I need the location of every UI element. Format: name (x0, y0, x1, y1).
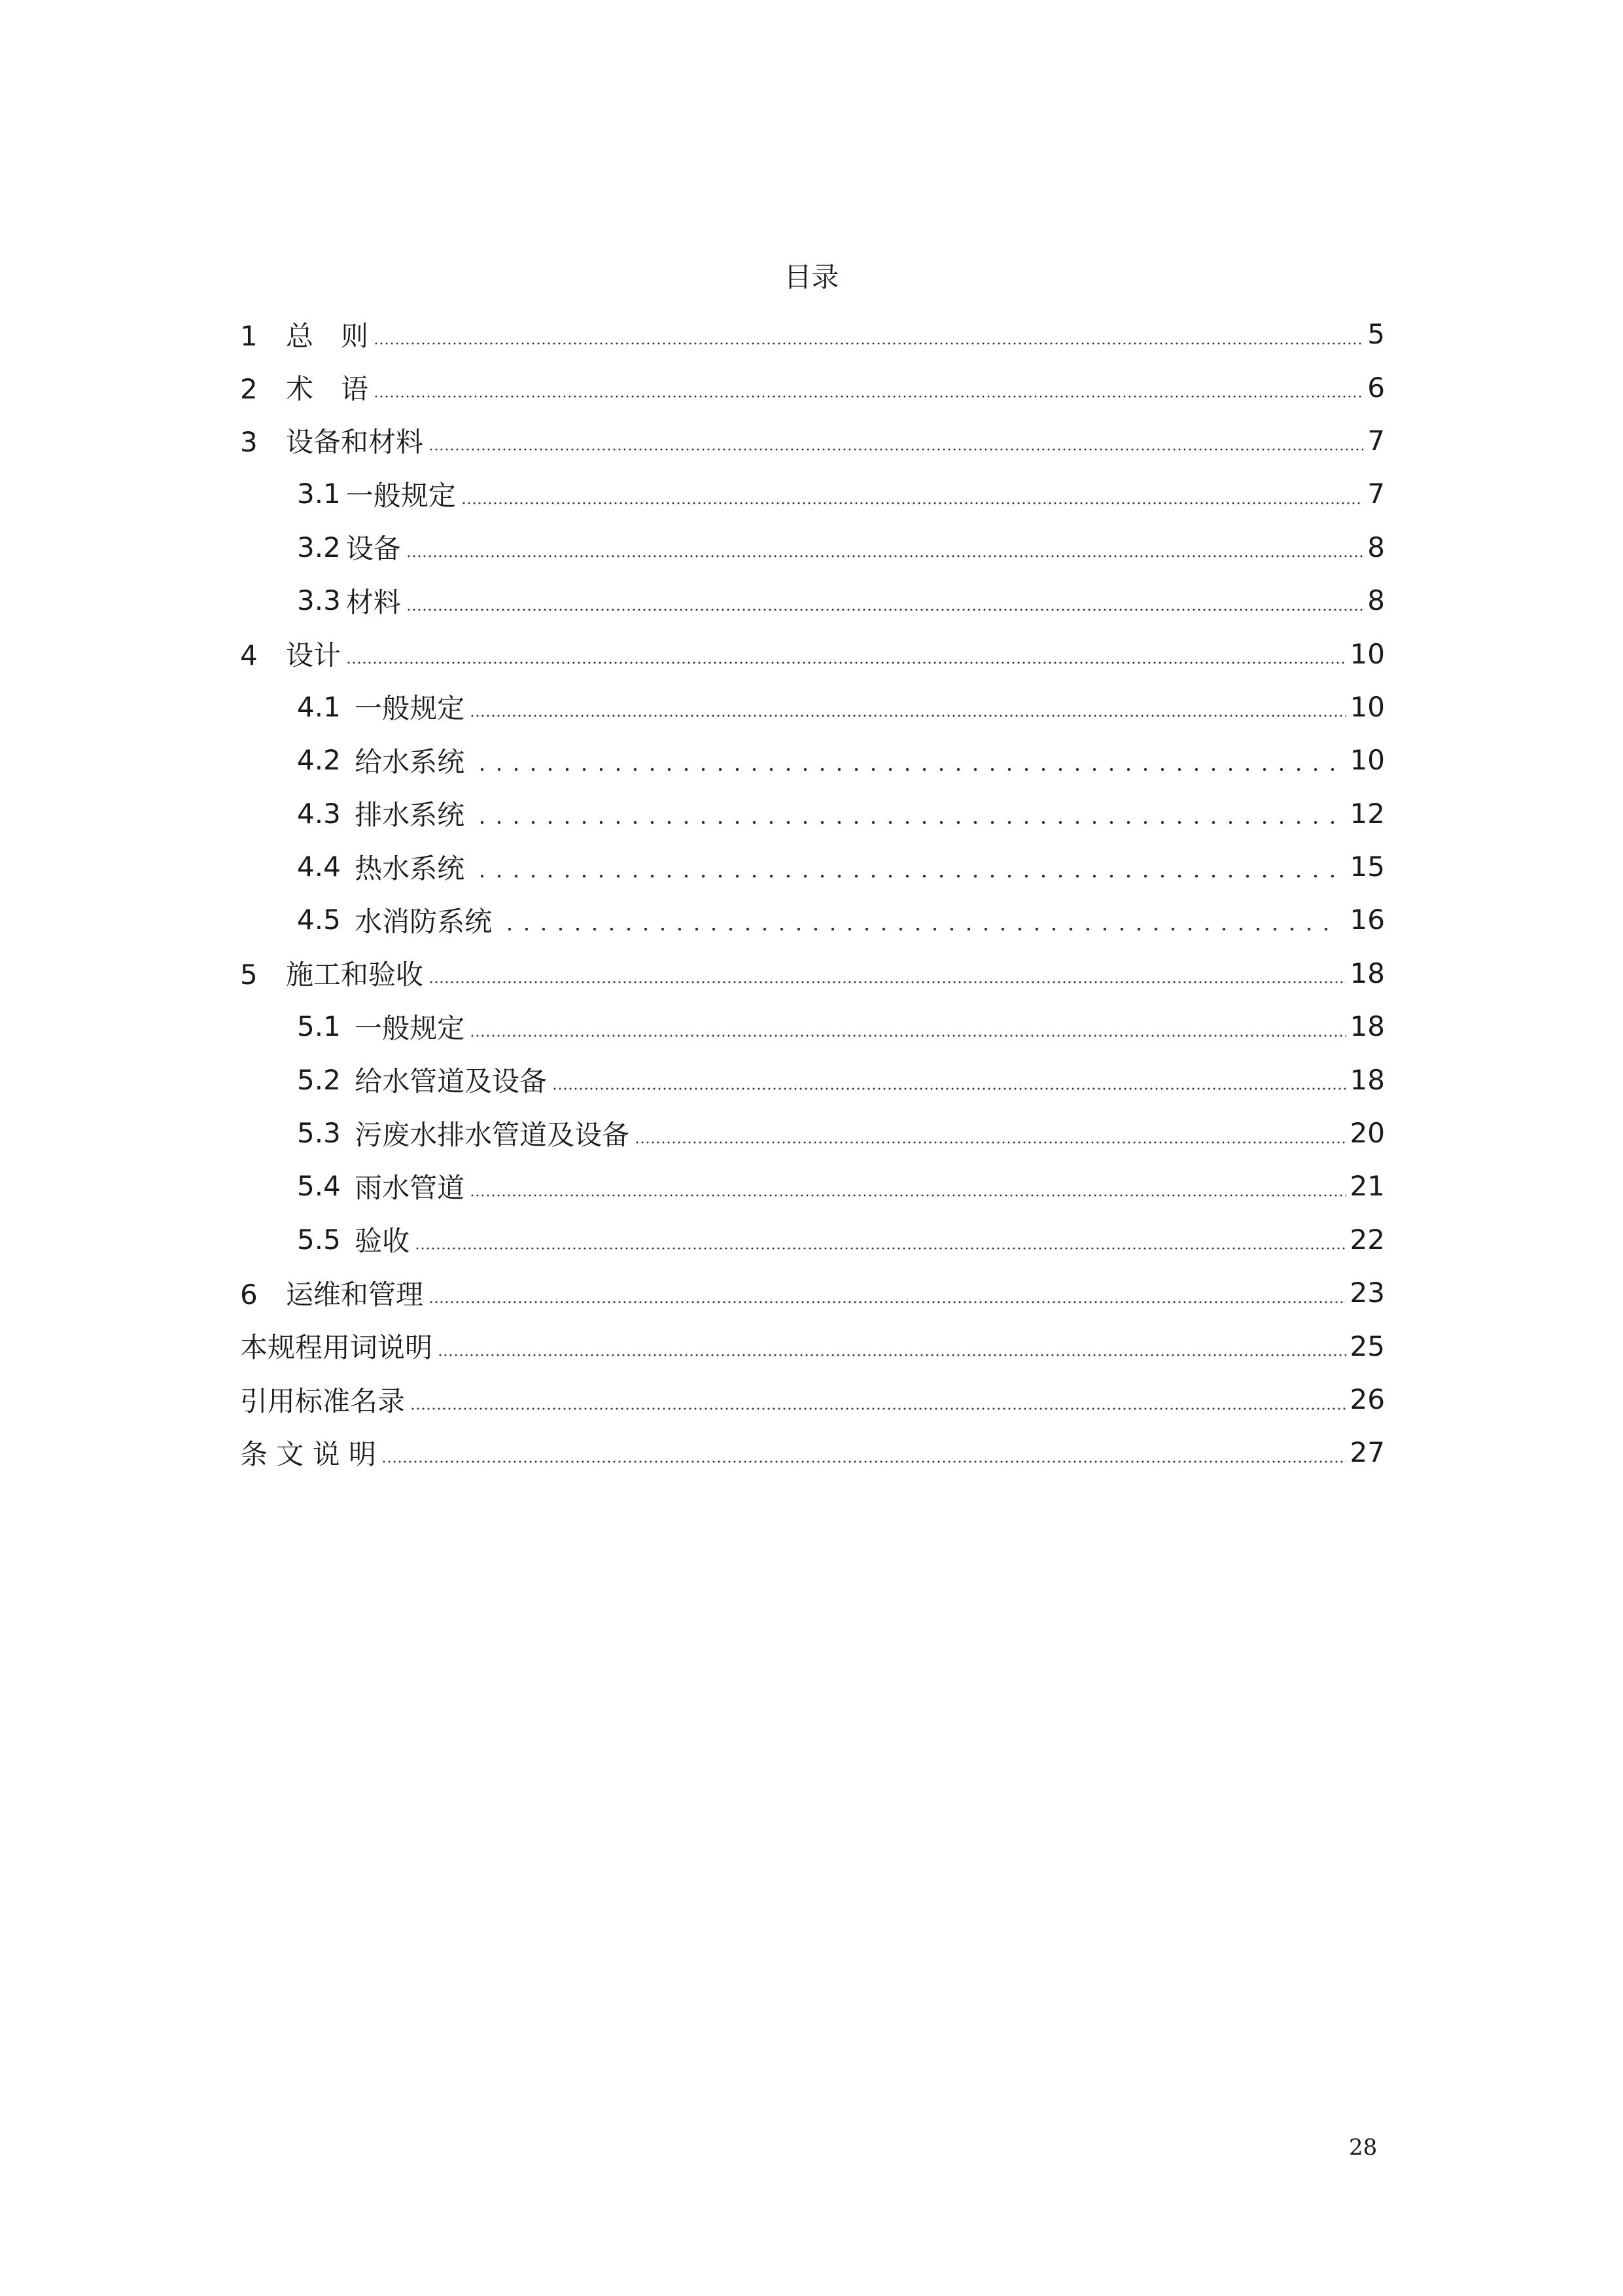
toc-entry-number: 3.1 (297, 478, 341, 510)
toc-entry[interactable] (240, 627, 1385, 680)
toc-dot-leader (470, 1194, 1346, 1197)
toc-entry-title: 排水系统 (355, 799, 465, 832)
toc-entry-title: 热水系统 (355, 852, 465, 885)
toc-dot-leader (635, 1141, 1346, 1144)
toc-entry-title: 运维和管理 (286, 1278, 424, 1311)
toc-dot-leader (461, 502, 1363, 504)
toc-entry-page: 10 (1350, 690, 1385, 723)
toc-dot-leader (410, 1407, 1346, 1410)
toc-dot-leader (501, 927, 1336, 931)
toc-entry-title: 材料 (345, 586, 401, 618)
toc-dot-leader (474, 768, 1336, 771)
toc-entry-title: 一般规定 (355, 1012, 465, 1044)
toc-dot-leader (438, 1354, 1346, 1356)
toc-entry-page: 10 (1350, 744, 1385, 777)
toc-entry[interactable] (240, 893, 1385, 946)
toc-entry-title: 引用标准名录 (240, 1385, 406, 1417)
toc-dot-leader (374, 395, 1363, 398)
toc-entry-page: 23 (1350, 1277, 1385, 1309)
page-number: 28 (1349, 2134, 1378, 2161)
toc-entry-number: 2 (240, 373, 285, 406)
toc-entry[interactable] (240, 521, 1385, 574)
toc-entry-number: 4.1 (297, 690, 350, 723)
toc-entry-number: 4.2 (297, 744, 350, 777)
toc-entry-page: 6 (1367, 371, 1385, 404)
toc-dot-leader (474, 821, 1336, 824)
toc-entry[interactable] (240, 733, 1385, 786)
toc-entry-number: 5.5 (297, 1223, 350, 1256)
toc-entry[interactable] (240, 787, 1385, 840)
toc-entry[interactable] (240, 308, 1385, 361)
toc-dot-leader (428, 1301, 1346, 1303)
toc-entry-title: 总 则 (286, 319, 369, 352)
toc-entry-page: 10 (1350, 637, 1385, 670)
toc-entry-number: 4.5 (297, 904, 350, 936)
toc-entry[interactable] (240, 1319, 1385, 1372)
toc-dot-leader (428, 981, 1346, 983)
toc-entry-page: 5 (1367, 318, 1385, 351)
toc-entry-number: 4.3 (297, 797, 350, 830)
toc-entry[interactable] (240, 414, 1385, 467)
toc-entry-title: 设备 (345, 533, 401, 565)
toc-dot-leader (415, 1247, 1346, 1250)
toc-entry-title: 污废水排水管道及设备 (355, 1118, 630, 1151)
toc-entry-title: 验收 (355, 1225, 410, 1258)
toc-entry-title: 雨水管道 (355, 1171, 465, 1204)
table-of-contents (240, 308, 1385, 1479)
toc-entry-title: 水消防系统 (355, 905, 493, 938)
toc-entry-page: 27 (1350, 1436, 1385, 1469)
toc-entry-number: 5 (240, 959, 285, 991)
toc-entry-page: 7 (1367, 424, 1385, 457)
toc-entry-page: 22 (1350, 1223, 1385, 1256)
toc-entry-page: 25 (1350, 1330, 1385, 1362)
toc-entry[interactable] (240, 1000, 1385, 1053)
toc-entry-number: 3.3 (297, 584, 341, 617)
toc-entry[interactable] (240, 1159, 1385, 1212)
toc-entry-number: 5.4 (297, 1170, 350, 1203)
toc-entry-number: 3 (240, 426, 285, 459)
toc-entry-page: 20 (1350, 1117, 1385, 1150)
toc-entry-page: 8 (1367, 584, 1385, 617)
toc-dot-leader (428, 448, 1363, 451)
toc-entry[interactable] (240, 1106, 1385, 1159)
toc-entry-title: 设备和材料 (286, 426, 424, 459)
toc-entry-title: 术 语 (286, 373, 369, 406)
toc-entry-title: 施工和验收 (286, 959, 424, 991)
toc-dot-leader (346, 662, 1346, 664)
toc-entry-page: 8 (1367, 531, 1385, 563)
toc-entry[interactable] (240, 947, 1385, 1000)
toc-entry[interactable] (240, 1266, 1385, 1319)
toc-dot-leader (474, 874, 1336, 878)
toc-entry-page: 18 (1350, 1010, 1385, 1043)
toc-entry-number: 3.2 (297, 531, 341, 563)
toc-entry-title: 给水系统 (355, 745, 465, 778)
toc-entry-title: 设计 (286, 639, 341, 672)
toc-dot-leader (406, 555, 1363, 557)
toc-entry-page: 21 (1350, 1170, 1385, 1203)
toc-entry-title: 给水管道及设备 (355, 1065, 548, 1098)
toc-title: 目录 (784, 261, 839, 293)
toc-entry-page: 7 (1367, 478, 1385, 510)
toc-entry-number: 1 (240, 319, 285, 352)
toc-entry-page: 18 (1350, 957, 1385, 989)
toc-entry[interactable] (240, 1053, 1385, 1106)
toc-entry-number: 4 (240, 639, 285, 672)
toc-entry[interactable] (240, 1426, 1385, 1479)
toc-entry-number: 5.2 (297, 1063, 350, 1096)
toc-dot-leader (552, 1087, 1346, 1090)
toc-entry-title: 一般规定 (345, 479, 456, 512)
toc-dot-leader (381, 1460, 1346, 1463)
toc-entry-page: 16 (1350, 904, 1385, 936)
toc-entry-number: 5.1 (297, 1010, 350, 1043)
toc-entry-title: 本规程用词说明 (240, 1332, 433, 1364)
toc-entry-page: 18 (1350, 1063, 1385, 1096)
toc-entry[interactable] (240, 680, 1385, 733)
toc-entry[interactable] (240, 574, 1385, 627)
toc-entry[interactable] (240, 1213, 1385, 1266)
toc-entry-number: 6 (240, 1278, 285, 1311)
toc-dot-leader (406, 609, 1363, 611)
toc-dot-leader (470, 1034, 1346, 1037)
toc-entry[interactable] (240, 467, 1385, 520)
toc-entry-page: 15 (1350, 851, 1385, 883)
toc-entry[interactable] (240, 840, 1385, 893)
toc-entry-page: 12 (1350, 797, 1385, 830)
toc-entry-number: 5.3 (297, 1117, 350, 1150)
toc-entry-number: 4.4 (297, 851, 350, 883)
toc-dot-leader (470, 715, 1346, 717)
toc-entry-title: 一般规定 (355, 692, 465, 725)
toc-entry[interactable] (240, 361, 1385, 414)
toc-entry-page: 26 (1350, 1383, 1385, 1415)
toc-entry-title: 条 文 说 明 (240, 1438, 377, 1470)
toc-dot-leader (374, 342, 1363, 345)
toc-entry[interactable] (240, 1373, 1385, 1426)
